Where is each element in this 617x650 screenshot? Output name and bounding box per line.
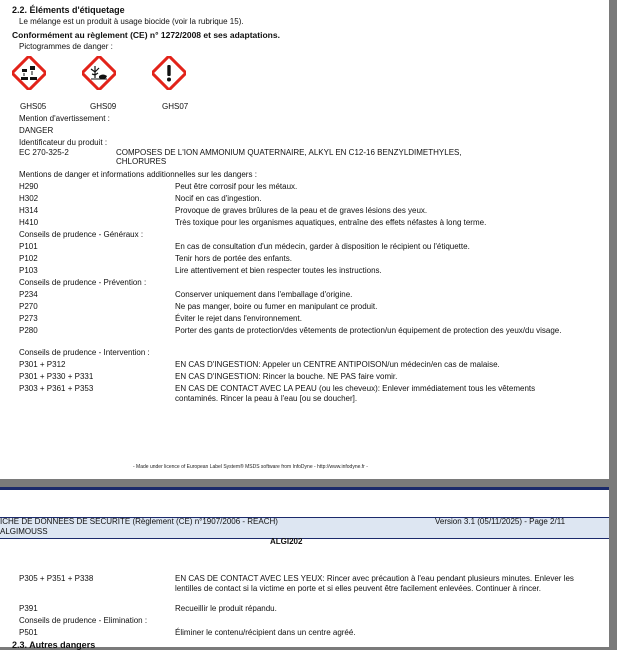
statement-code: P101: [19, 242, 38, 251]
statement-code: P270: [19, 302, 38, 311]
ec-number: EC 270-325-2: [19, 148, 69, 157]
statement-text: Nocif en cas d'ingestion.: [175, 194, 262, 203]
statement-text: Éliminer le contenu/récipient dans un centre agréé.: [175, 628, 356, 637]
statement-text: En cas de consultation d'un médecin, garder à disposition le récipient ou l'étiquette.: [175, 242, 470, 251]
exclamation-icon: [152, 56, 186, 90]
page-top-rule: [0, 487, 609, 490]
signal-word-label: Mention d'avertissement :: [19, 114, 110, 123]
statement-text: Porter des gants de protection/des vêtements de protection/un équipement de protection des yeux/du visage.: [175, 326, 562, 335]
statement-text: EN CAS DE CONTACT AVEC LES YEUX: Rincer avec précaution à l'eau pendant plusieurs minutes. Enlever les lentilles de contact si la victime en porte et si elles peuvent être facilement enlevées. Continuer à rincer.: [175, 574, 574, 593]
statement-code: P234: [19, 290, 38, 299]
statement-text: Provoque de graves brûlures de la peau et de graves lésions des yeux.: [175, 206, 428, 215]
statement-code: P303 + P361 + P353: [19, 384, 94, 393]
statement-code: P273: [19, 314, 38, 323]
general-label: Conseils de prudence - Généraux :: [19, 230, 144, 239]
statement-text: Très toxique pour les organismes aquatiques, entraîne des effets néfastes à long terme.: [175, 218, 487, 227]
statement-code: H410: [19, 218, 39, 227]
section-title: 2.2. Éléments d'étiquetage: [12, 5, 125, 15]
statement-text: EN CAS DE CONTACT AVEC LA PEAU (ou les cheveux): Enlever immédiatement tous les vêtements contaminés. Rincer la peau à l'eau [ou se doucher].: [175, 384, 536, 403]
ec-name-line1: COMPOSES DE L'ION AMMONIUM QUATERNAIRE, ALKYL EN C12-16 BENZYLDIMETHYLES,: [116, 148, 462, 157]
next-section-title: 2.3. Autres dangers: [12, 640, 96, 650]
statement-code: P280: [19, 326, 38, 335]
regulation-text: Conformément au règlement (CE) n° 1272/2008 et ses adaptations.: [12, 30, 280, 40]
statement-text: Lire attentivement et bien respecter toutes les instructions.: [175, 266, 382, 275]
prevention-label: Conseils de prudence - Prévention :: [19, 278, 147, 287]
statement-code: P102: [19, 254, 38, 263]
statement-code: H290: [19, 182, 39, 191]
intro-text: Le mélange est un produit à usage biocide (voir la rubrique 15).: [19, 17, 244, 26]
pictogram-label-ghs05: GHS05: [20, 102, 47, 111]
header-version: Version 3.1 (05/11/2025) - Page 2/11: [435, 517, 566, 526]
document-page-2: [0, 487, 609, 650]
statement-text: Peut être corrosif pour les métaux.: [175, 182, 298, 191]
intervention-label: Conseils de prudence - Intervention :: [19, 348, 150, 357]
page-footer: - Made under licence of European Label System® MSDS software from InfoDyne - http://www.infodyne.fr -: [133, 464, 368, 470]
identifier-label: Identificateur du produit :: [19, 138, 108, 147]
statement-code: P391: [19, 604, 38, 613]
pictograms-label: Pictogrammes de danger :: [19, 42, 113, 51]
elimination-label: Conseils de prudence - Elimination :: [19, 616, 148, 625]
statement-code: P103: [19, 266, 38, 275]
statement-code: P501: [19, 628, 38, 637]
ec-name-line2: CHLORURES: [116, 157, 167, 166]
header-code: ALGI202: [270, 537, 303, 546]
statement-text: EN CAS D'INGESTION: Rincer la bouche. NE PAS faire vomir.: [175, 372, 398, 381]
statement-text: EN CAS D'INGESTION: Appeler un CENTRE ANTIPOISON/un médecin/en cas de malaise.: [175, 360, 500, 369]
statement-text: Conserver uniquement dans l'emballage d'origine.: [175, 290, 353, 299]
corrosion-icon: [12, 56, 46, 90]
hazard-label: Mentions de danger et informations additionnelles sur les dangers :: [19, 170, 257, 179]
statement-text: Recueillir le produit répandu.: [175, 604, 277, 613]
statement-code: H314: [19, 206, 39, 215]
statement-code: P305 + P351 + P338: [19, 574, 94, 583]
header-product: ALGIMOUSS: [0, 527, 48, 536]
statement-text: Éviter le rejet dans l'environnement.: [175, 314, 302, 323]
pictogram-label-ghs09: GHS09: [90, 102, 117, 111]
environment-icon: [82, 56, 116, 90]
signal-word: DANGER: [19, 126, 54, 135]
statement-code: H302: [19, 194, 39, 203]
statement-code: P301 + P312: [19, 360, 66, 369]
statement-text: Ne pas manger, boire ou fumer en manipulant ce produit.: [175, 302, 378, 311]
header-title: ICHE DE DONNEES DE SECURITE (Règlement (CE) n°1907/2006 - REACH): [0, 517, 278, 526]
statement-code: P301 + P330 + P331: [19, 372, 94, 381]
statement-text: Tenir hors de portée des enfants.: [175, 254, 292, 263]
pictogram-label-ghs07: GHS07: [162, 102, 189, 111]
